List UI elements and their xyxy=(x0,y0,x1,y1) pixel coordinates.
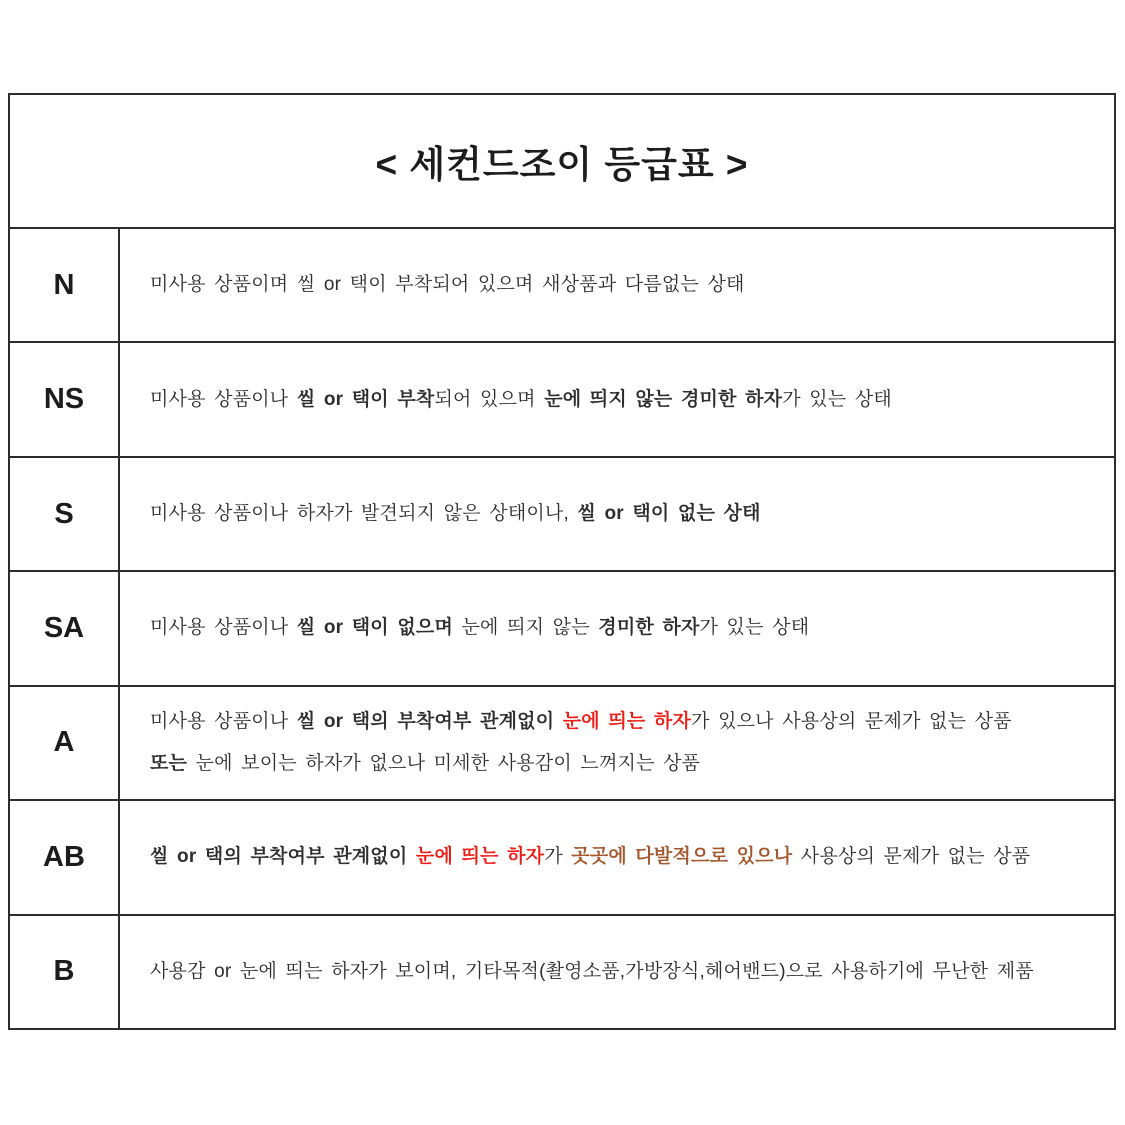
grade-label: B xyxy=(53,955,75,988)
grade-table xyxy=(8,93,1116,1030)
table-title: < 세컨드조이 등급표 > xyxy=(375,144,749,185)
description-line xyxy=(150,743,1096,785)
grade-cell xyxy=(10,343,120,455)
grade-label: N xyxy=(53,268,75,301)
description-line xyxy=(150,379,1096,421)
text-segment: 미사용 상품이나 xyxy=(150,617,297,639)
text-segment: 되어 있으며 xyxy=(434,388,545,410)
text-segment: 씰 or 택이 없으며 xyxy=(296,617,454,639)
text-segment: 사용상의 문제가 없는 상품 xyxy=(792,846,1031,868)
table-row xyxy=(10,343,1114,457)
text-segment: 또는 xyxy=(150,752,188,774)
description-cell xyxy=(120,343,1114,455)
description-cell xyxy=(120,458,1114,570)
text-segment: 곳곳에 다발적으로 있으나 xyxy=(571,846,793,868)
text-segment: 미사용 상품이나 xyxy=(150,710,297,732)
table-row xyxy=(10,229,1114,343)
table-row xyxy=(10,458,1114,572)
text-segment: 씰 or 택이 부착 xyxy=(296,388,435,410)
text-segment: 사용감 or 눈에 띄는 하자가 보이며, 기타목적(촬영소품,가방장식,헤어밴드)으로 사용하기에 무난한 제품 xyxy=(150,960,1034,982)
grade-cell xyxy=(10,801,120,913)
text-segment: 눈에 띄는 하자 xyxy=(415,846,545,868)
text-segment: 미사용 상품이며 씰 or 택이 부착되어 있으며 새상품과 다름없는 상태 xyxy=(150,274,745,296)
table-row xyxy=(10,801,1114,915)
grade-cell xyxy=(10,916,120,1028)
text-segment: 씰 or 택의 부착여부 관계없이 xyxy=(150,846,416,868)
table-row xyxy=(10,916,1114,1028)
table-rows xyxy=(10,229,1114,1028)
text-segment: 눈에 띄지 않는 xyxy=(453,617,599,639)
text-segment: 가 있는 상태 xyxy=(699,617,810,639)
text-segment: 눈에 띄는 하자 xyxy=(562,710,692,732)
description-line xyxy=(150,951,1096,993)
text-segment: 가 xyxy=(544,846,572,868)
grade-label: A xyxy=(53,726,75,759)
grade-cell xyxy=(10,229,120,341)
text-segment: 눈에 띄지 않는 경미한 하자 xyxy=(544,388,783,410)
grade-cell xyxy=(10,458,120,570)
grade-label: S xyxy=(54,497,74,530)
description-line xyxy=(150,836,1096,878)
table-row xyxy=(10,687,1114,801)
text-segment: 경미한 하자 xyxy=(598,617,700,639)
grade-cell xyxy=(10,687,120,799)
description-cell xyxy=(120,229,1114,341)
description-line xyxy=(150,264,1096,306)
grade-label: SA xyxy=(43,611,85,644)
text-segment: 씰 or 택이 없는 상태 xyxy=(577,503,761,525)
description-line xyxy=(150,493,1096,535)
grade-cell xyxy=(10,572,120,684)
text-segment: 씰 or 택의 부착여부 관계없이 xyxy=(296,710,563,732)
text-segment: 미사용 상품이나 하자가 발견되지 않은 상태이나, xyxy=(150,503,578,525)
grade-label: NS xyxy=(43,383,85,416)
text-segment: 가 있는 상태 xyxy=(782,388,892,410)
text-segment: 가 있으나 사용상의 문제가 없는 상품 xyxy=(691,710,1012,732)
description-line xyxy=(150,607,1096,649)
description-cell xyxy=(120,916,1114,1028)
grade-label: AB xyxy=(43,840,85,873)
table-title-row xyxy=(10,95,1114,229)
text-segment: 미사용 상품이나 xyxy=(150,388,297,410)
text-segment: 눈에 보이는 하자가 없으나 미세한 사용감이 느껴지는 상품 xyxy=(187,752,701,774)
description-cell xyxy=(120,687,1114,799)
table-row xyxy=(10,572,1114,686)
description-cell xyxy=(120,801,1114,913)
description-cell xyxy=(120,572,1114,684)
description-line xyxy=(150,701,1096,743)
